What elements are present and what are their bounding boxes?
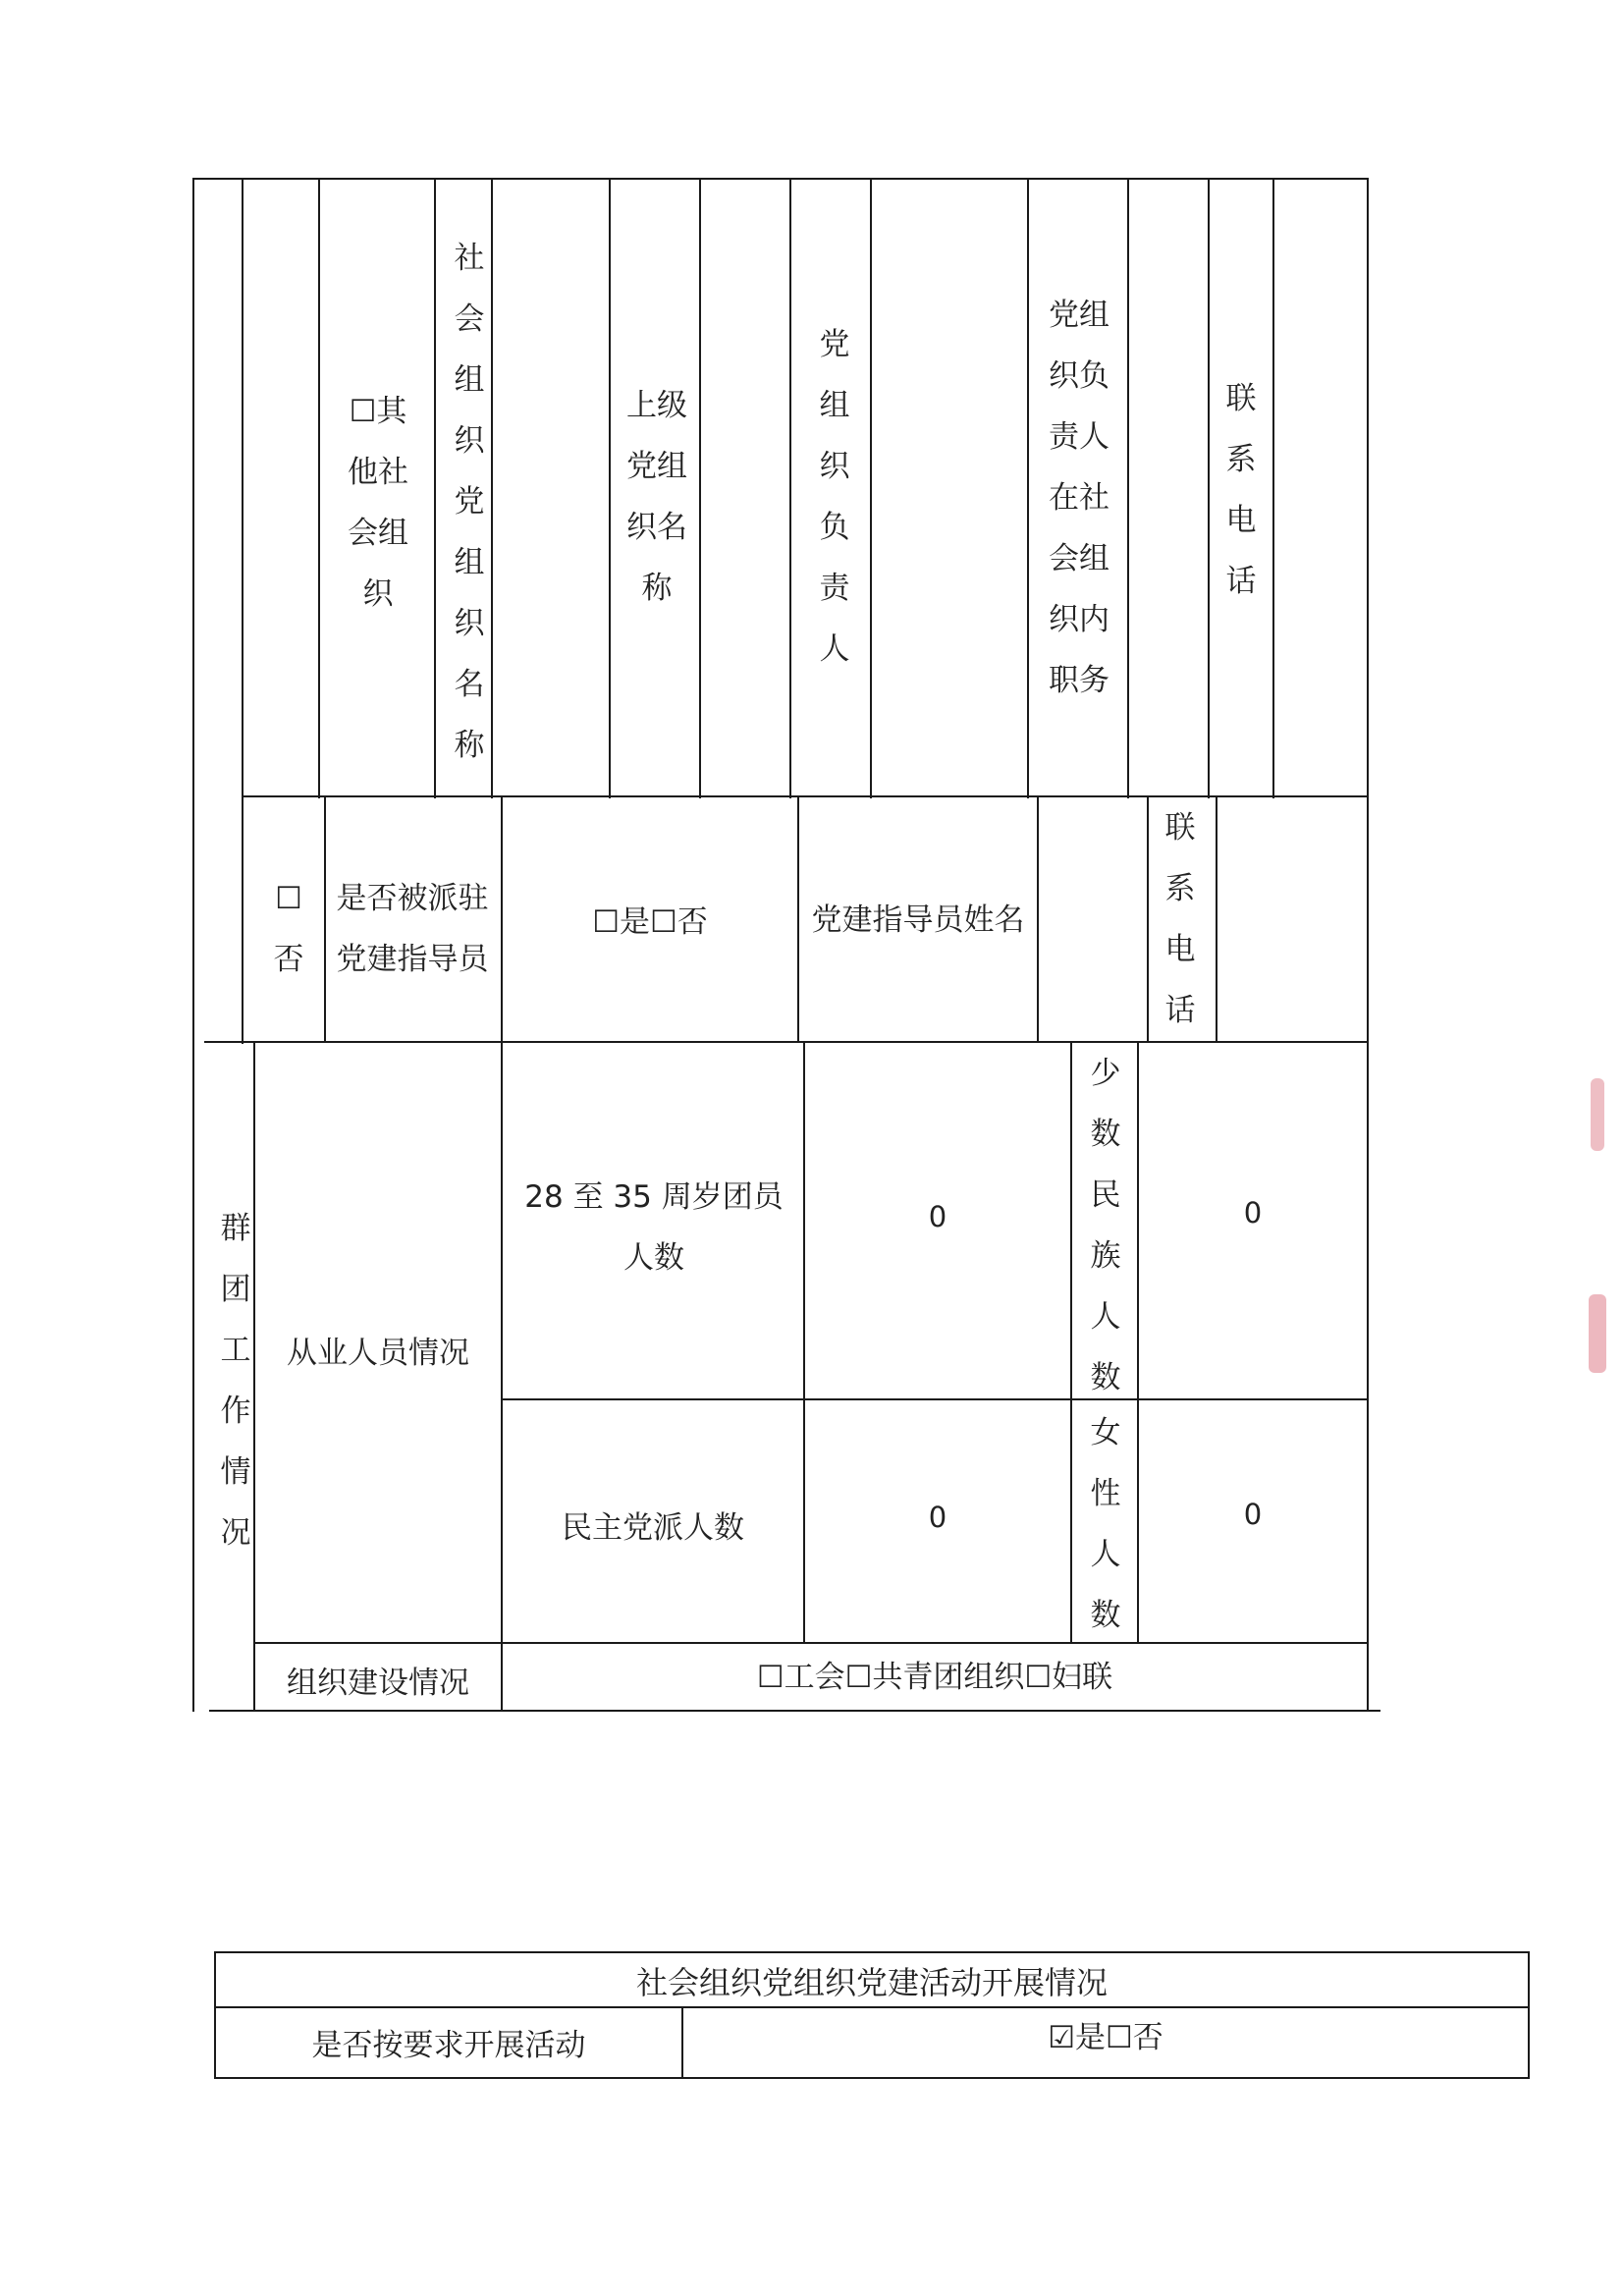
- mass-section-label: 群团工作情况: [220, 1211, 251, 1551]
- leader-position-label: 党组织负责人在社会组织内职务: [1049, 298, 1109, 698]
- superior-party-name-label: 上级党组织名称: [626, 388, 687, 606]
- league-members-label: 28 至 35 周岁团员人数: [524, 1179, 784, 1276]
- dispatched-instructor-value[interactable]: ☐是☐否: [592, 904, 708, 940]
- stamp-mark-lower: [1589, 1294, 1606, 1373]
- ethnic-minority-value: 0: [1243, 1196, 1263, 1230]
- instructor-name-label: 党建指导员姓名: [811, 902, 1025, 938]
- staff-label: 从业人员情况: [287, 1336, 469, 1371]
- no-option[interactable]: ☐否: [273, 881, 304, 977]
- instructor-phone-label: 联系电话: [1164, 810, 1196, 1028]
- contact-phone-label: 联系电话: [1225, 381, 1257, 599]
- ethnic-minority-label: 少数民族人数: [1090, 1056, 1121, 1395]
- org-party-name-label: 社会组织党组织名称: [454, 241, 485, 763]
- activity-section-title: 社会组织党组织党建活动开展情况: [635, 1964, 1108, 2001]
- female-label: 女性人数: [1090, 1415, 1121, 1633]
- dispatched-instructor-label: 是否被派驻党建指导员: [336, 881, 489, 977]
- democratic-party-value: 0: [928, 1501, 947, 1534]
- party-leader-label: 党组织负责人: [819, 327, 850, 667]
- required-activities-value[interactable]: ☑是☐否: [1048, 2020, 1163, 2055]
- org-building-value[interactable]: ☐工会☐共青团组织☐妇联: [756, 1660, 1113, 1695]
- org-building-label: 组织建设情况: [287, 1666, 469, 1701]
- league-members-value: 0: [928, 1200, 947, 1233]
- democratic-party-label: 民主党派人数: [562, 1510, 744, 1546]
- other-org-option[interactable]: ☐其他社会组织: [348, 394, 408, 612]
- female-value: 0: [1243, 1498, 1263, 1531]
- required-activities-label: 是否按要求开展活动: [311, 2028, 586, 2063]
- stamp-mark-upper: [1591, 1078, 1604, 1151]
